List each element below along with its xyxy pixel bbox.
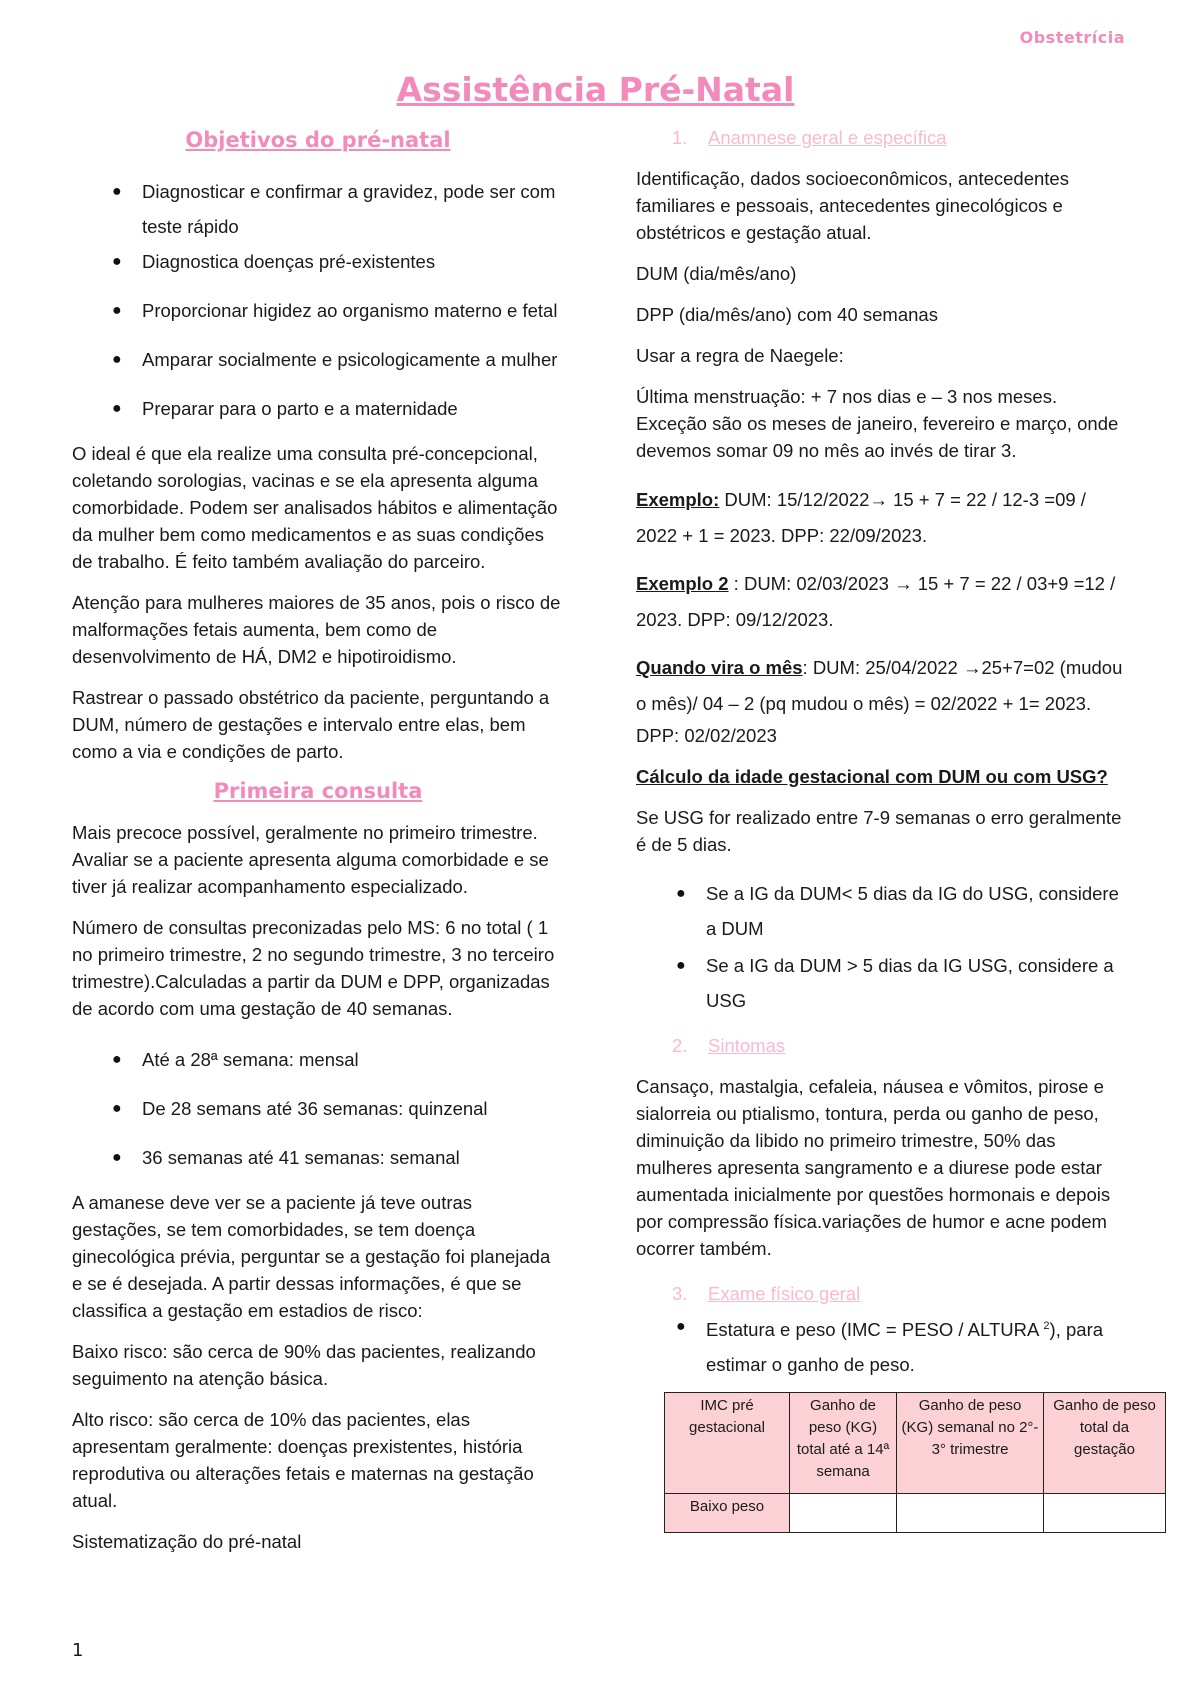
list-item: ● 36 semanas até 41 semanas: semanal [112, 1140, 564, 1175]
example-label: Exemplo: [636, 489, 720, 510]
page-number: 1 [72, 1640, 84, 1661]
list-item: ● Se a IG da DUM > 5 dias da IG USG, considere a USG [676, 948, 1128, 1018]
page-title: Assistência Pré-Natal [396, 70, 795, 109]
paragraph: Usar a regra de Naegele: [636, 345, 844, 366]
example-2 [636, 566, 1128, 638]
objetivos-heading: Objetivos do pré-natal [185, 128, 451, 152]
paragraph: A amanese deve ver se a paciente já teve outras gestações, se tem comorbidades, se tem doença ginecológica prévia, perguntar se a gestação foi planejada e se é desejada. A partir dessas informações, é que se classifica a gestação em estadios de risco: [72, 1192, 551, 1321]
paragraph: Cansaço, mastalgia, cefaleia, náusea e vômitos, pirose e sialorreia ou ptialismo, tontura, perda ou ganho de peso, diminuição da libido no primeiro trimestre, 50% das mulheres apresenta sangramento e a diurese pode estar aumentada inicialmente por questões hormonais e depois por compressão física.variações de humor e acne podem ocorrer também. [636, 1076, 1111, 1259]
table-header-cell: Ganho de peso (KG) semanal no 2°- 3° trimestre [897, 1393, 1044, 1494]
exame-text: Estatura e peso (IMC = PESO / ALTURA [706, 1319, 1044, 1341]
example-text: : DUM: 02/03/2023 → 15 + 7 = 22 / 03+9 =12 / 2023. DPP: 09/12/2023. [636, 573, 1116, 630]
table-cell: Baixo peso [665, 1494, 790, 1533]
paragraph: Baixo risco: são cerca de 90% das pacientes, realizando seguimento na atenção básica. [72, 1341, 536, 1389]
section-title: Anamnese geral e específica [708, 127, 947, 148]
paragraph: Mais precoce possível, geralmente no primeiro trimestre. Avaliar se a paciente apresenta alguma comorbidade e se tiver já realizar acompanhamento especializado. [72, 822, 549, 897]
left-column [72, 124, 564, 1569]
section-anamnese-heading [672, 124, 1128, 151]
section-sintomas-heading [672, 1032, 1128, 1059]
list-item: ● De 28 semans até 36 semanas: quinzenal [112, 1091, 564, 1126]
consultas-list [72, 1042, 564, 1175]
imc-table [664, 1392, 1166, 1533]
section-title: Sintomas [708, 1035, 786, 1056]
section-number: 1. [672, 127, 688, 148]
table-header-cell: IMC pré gestacional [665, 1393, 790, 1494]
exponent: 2 [1043, 1320, 1050, 1332]
example-text: DUM: 15/12/2022→ 15 + 7 = 22 / 12-3 =09 / 2022 + 1 = 2023. DPP: 22/09/2023. [636, 489, 1086, 546]
paragraph: Número de consultas preconizadas pelo MS: 6 no total ( 1 no primeiro trimestre, 2 no segundo trimestre, 3 no terceiro trimestre).Calculadas a partir da DUM e DPP, organizadas de acordo com uma gestação de 40 semanas. [72, 917, 555, 1019]
section-number: 3. [672, 1283, 688, 1304]
paragraph: Alto risco: são cerca de 10% das pacientes, elas apresentam geralmente: doenças prexistentes, história reprodutiva ou alterações fetais e maternas na gestação atual. [72, 1409, 534, 1511]
paragraph: Sistematização do pré-natal [72, 1531, 302, 1552]
paragraph: Última menstruação: + 7 nos dias e – 3 nos meses. Exceção são os meses de janeiro, fevereiro e março, onde devemos somar 09 no mês ao invés de tirar 3. [636, 386, 1119, 461]
table-header-row [665, 1393, 1166, 1494]
list-item: ● Diagnosticar e confirmar a gravidez, pode ser com teste rápido [112, 174, 564, 244]
table-row [665, 1494, 1166, 1533]
list-item: ● Amparar socialmente e psicologicamente a mulher [112, 342, 564, 377]
objetivos-list [72, 174, 564, 426]
exame-text: ), para estimar o ganho de peso. [706, 1319, 1104, 1376]
table-cell [790, 1494, 897, 1533]
paragraph: Identificação, dados socioeconômicos, antecedentes familiares e pessoais, antecedentes ginecológicos e obstétricos e gestação atual. [636, 168, 1069, 243]
example-label: Quando vira o mês [636, 657, 803, 678]
paragraph: O ideal é que ela realize uma consulta pré-concepcional, coletando sorologias, vacinas e se ela apresenta alguma comorbidade. Podem ser analisados hábitos e alimentação da mulher bem como medicamentos e as suas condições de trabalho. É feito também avaliação do parceiro. [72, 443, 558, 572]
list-item: ● Diagnostica doenças pré-existentes [112, 244, 564, 279]
paragraph: DUM (dia/mês/ano) [636, 263, 797, 284]
primeira-consulta-heading: Primeira consulta [213, 779, 423, 803]
table-header-cell: Ganho de peso (KG) total até a 14ª semana [790, 1393, 897, 1494]
paragraph: Rastrear o passado obstétrico da paciente, perguntando a DUM, número de gestações e intervalo entre elas, bem como a via e condições de parto. [72, 687, 550, 762]
page-header: Obstetrícia [1019, 28, 1125, 47]
list-item: ● Se a IG da DUM< 5 dias da IG do USG, considere a DUM [676, 876, 1128, 946]
ig-list [636, 876, 1128, 1018]
example-1 [636, 482, 1128, 554]
example-label: Exemplo 2 [636, 573, 729, 594]
section-exame-heading [672, 1280, 1128, 1307]
table-cell [1044, 1494, 1166, 1533]
list-item: ● Até a 28ª semana: mensal [112, 1042, 564, 1077]
paragraph: DPP (dia/mês/ano) com 40 semanas [636, 304, 938, 325]
list-item [676, 1309, 1128, 1382]
right-column [636, 124, 1156, 1533]
paragraph: Se USG for realizado entre 7-9 semanas o erro geralmente é de 5 dias. [636, 807, 1122, 855]
table-header-cell: Ganho de peso total da gestação [1044, 1393, 1166, 1494]
example-dpp: DPP: 02/02/2023 [636, 725, 777, 746]
section-number: 2. [672, 1035, 688, 1056]
example-3 [636, 650, 1128, 722]
exame-list [636, 1309, 1128, 1382]
section-title: Exame físico geral [708, 1283, 861, 1304]
list-item: ● Preparar para o parto e a maternidade [112, 391, 564, 426]
paragraph: Atenção para mulheres maiores de 35 anos, pois o risco de malformações fetais aumenta, bem como de desenvolvimento de HÁ, DM2 e hipotiroidismo. [72, 592, 561, 667]
table-cell [897, 1494, 1044, 1533]
example-text: : DUM: 25/04/2022 →25+7=02 (mudou o mês)/ 04 – 2 (pq mudou o mês) = 02/2022 + 1= 2023. [636, 657, 1123, 714]
list-item: ● Proporcionar higidez ao organismo materno e fetal [112, 293, 564, 328]
calc-heading: Cálculo da idade gestacional com DUM ou com USG? [636, 766, 1108, 787]
